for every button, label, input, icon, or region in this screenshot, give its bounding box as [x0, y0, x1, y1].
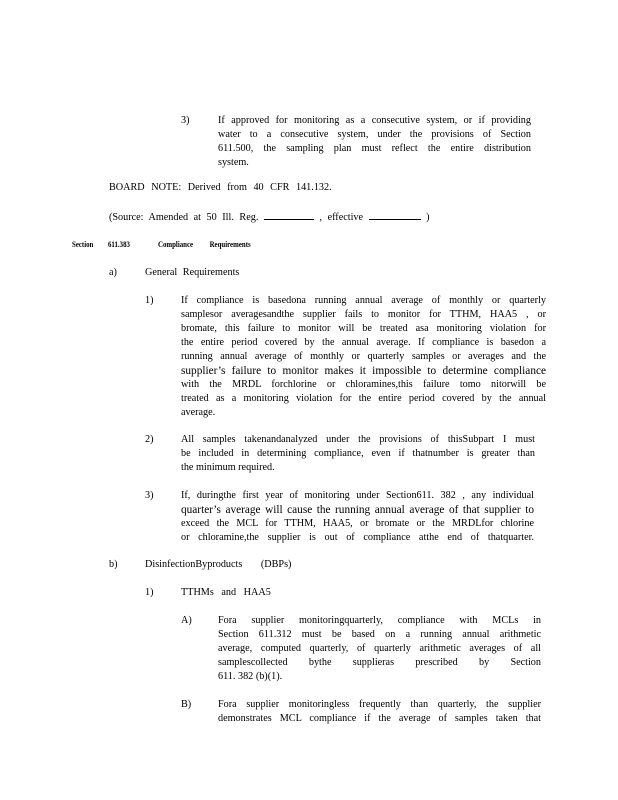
- source-suffix: ): [426, 212, 430, 223]
- monitoring-failure-paragraph: [181, 294, 546, 420]
- text-line: system.: [218, 157, 249, 168]
- item-label: 2): [145, 434, 154, 445]
- samples-included-paragraph: [181, 433, 535, 475]
- text-line: the entire period covered by the annual average. If compliance is basedon a: [181, 337, 546, 348]
- item-label: 3): [145, 490, 154, 501]
- blank-date-2: [369, 210, 421, 220]
- source-line: [109, 210, 430, 225]
- section-number: 611.383: [108, 240, 130, 249]
- item-label: 1): [145, 587, 154, 598]
- text-line: demonstrates MCL compliance if the average of samples taken that: [218, 713, 541, 724]
- text-line: with the MRDL forchlorine or chloramines,this failure tomo nitorwill be: [181, 379, 546, 390]
- text-line: If compliance is basedona running annual average of monthly or quarterly: [181, 295, 546, 306]
- subsection-heading: General Requirements: [145, 267, 240, 278]
- item-label: 1): [145, 295, 154, 306]
- text-line: Fora supplier monitoringquarterly, compliance with MCLs in: [218, 615, 541, 626]
- item-label: 3): [181, 115, 190, 126]
- item-heading: TTHMs and HAA5: [181, 587, 271, 598]
- text-line: average, computed quarterly, of quarterly arithmetic averages of all: [218, 643, 541, 654]
- text-line: treated as a monitoring violation for the entire period covered by the annual: [181, 393, 546, 404]
- text-line: average.: [181, 407, 216, 418]
- text-line: water to a consecutive system, under the provisions of Section: [218, 129, 531, 140]
- section-title: Compliance Requirements: [158, 240, 251, 249]
- source-effective: , effective: [319, 212, 364, 223]
- text-line: running annual average of monthly or quarterly samples or averages and the: [181, 351, 546, 362]
- text-line: Fora supplier monitoringless frequently than quarterly, the supplier: [218, 699, 541, 710]
- consecutive-system-paragraph: [218, 114, 531, 170]
- text-line: If approved for monitoring as a consecutive system, or if providing: [218, 115, 531, 126]
- section-word: Section: [72, 240, 94, 249]
- text-line: or chloramine,the supplier is out of compliance atthe end of thatquarter.: [181, 532, 534, 543]
- board-note: BOARD NOTE: Derived from 40 CFR 141.132.: [109, 182, 332, 193]
- text-line: 611. 382 (b)(1).: [218, 671, 283, 682]
- text-line: Section 611.312 must be based on a running annual arithmetic: [218, 629, 541, 640]
- text-line: samplescollected bythe supplieras prescribed by Section: [218, 657, 541, 668]
- blank-date-1: [264, 210, 314, 220]
- text-line: quarter’s average will cause the running annual average of that supplier to: [181, 504, 534, 516]
- quarterly-compliance-paragraph: [218, 614, 541, 684]
- text-line: exceed the MCL for TTHM, HAA5, or bromate or the MRDLfor chlorine: [181, 518, 534, 529]
- subsection-heading: DisinfectionByproducts (DBPs): [145, 559, 292, 570]
- subsection-label: b): [109, 559, 118, 570]
- source-prefix: (Source: Amended at 50 Ill. Reg.: [109, 212, 259, 223]
- text-line: bromate, this failure to monitor will be treated asa monitoring violation for: [181, 323, 546, 334]
- text-line: All samples takenandanalyzed under the provisions of thisSubpart I must: [181, 434, 535, 445]
- text-line: be included in determining compliance, even if thatnumber is greater than: [181, 448, 535, 459]
- text-line: 611.500, the sampling plan must reflect the entire distribution: [218, 143, 531, 154]
- subsection-label: a): [109, 267, 117, 278]
- item-label: A): [181, 615, 192, 626]
- text-line: If, duringthe first year of monitoring under Section611. 382 , any individual: [181, 490, 534, 501]
- text-line: samplesor averagesandthe supplier fails to monitor for TTHM, HAA5 , or: [181, 309, 546, 320]
- item-label: B): [181, 699, 192, 710]
- text-line: supplier’s failure to monitor makes it impossible to determine compliance: [181, 365, 546, 377]
- text-line: the minimum required.: [181, 462, 275, 473]
- less-frequent-paragraph: [218, 698, 541, 726]
- first-year-paragraph: [181, 489, 534, 545]
